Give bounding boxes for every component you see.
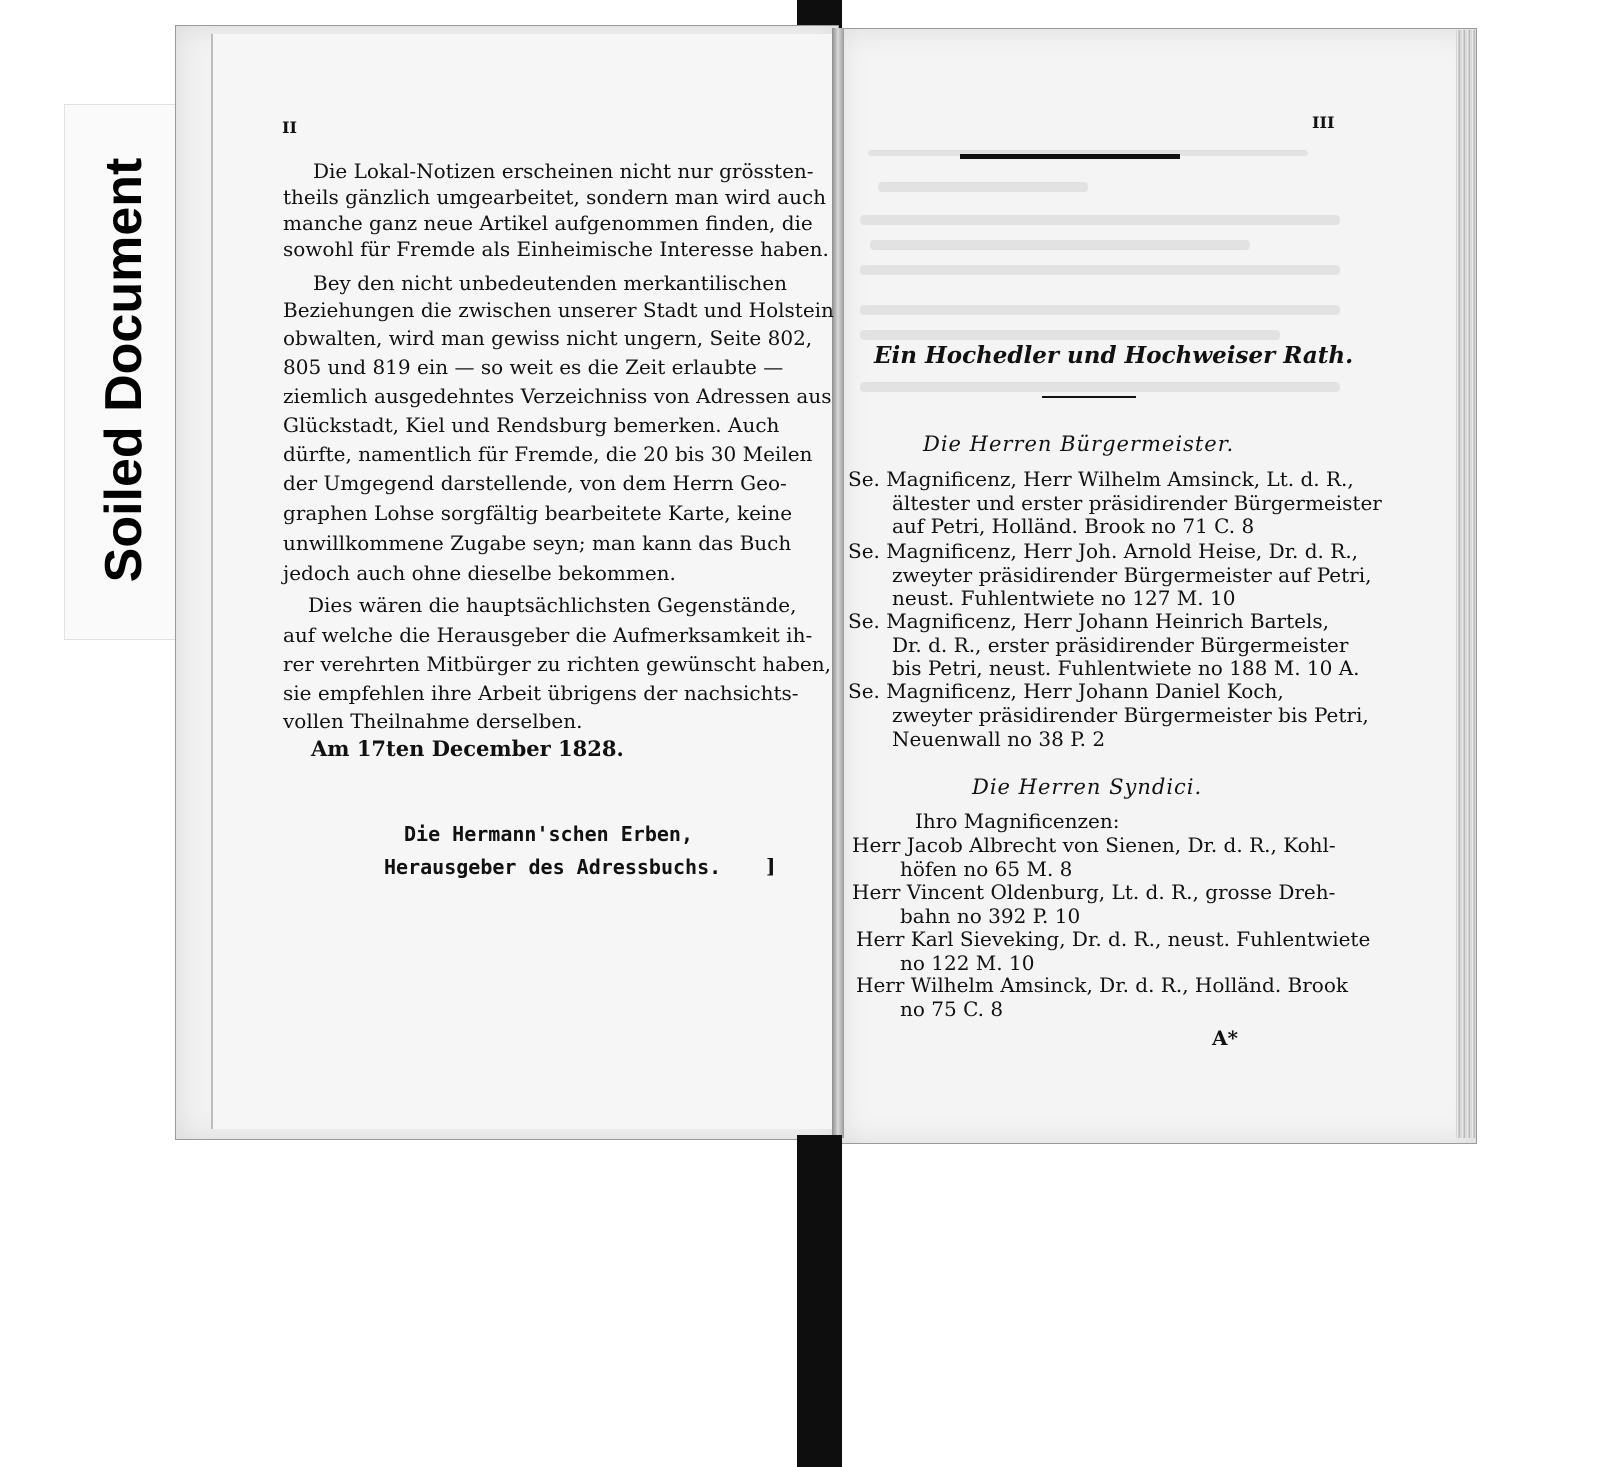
spine-top-bar	[797, 0, 842, 28]
entry-line: Neuenwall no 38 P. 2	[892, 727, 1106, 751]
text-line: graphen Lohse sorgfältig bearbeitete Karte, keine	[283, 501, 793, 525]
entry-line: no 122 M. 10	[900, 951, 1035, 975]
entry-line: Se. Magnificenz, Herr Johann Daniel Koch,	[848, 679, 1284, 703]
text-line: 805 und 819 ein — so weit es die Zeit erlaubte —	[283, 355, 784, 379]
page-number-left: II	[282, 118, 297, 137]
entry-line: bis Petri, neust. Fuhlentwiete no 188 M. 10 A.	[892, 656, 1360, 680]
bleed-through-mark	[878, 182, 1088, 192]
section-heading-syndici: Die Herren Syndici.	[972, 775, 1203, 799]
bleed-through-mark	[860, 330, 1280, 340]
entry-line: ältester und erster präsidirender Bürgermeister	[892, 491, 1382, 515]
signature-line-1: Die Hermann'schen Erben,	[404, 822, 693, 846]
bracket-mark: ]	[766, 854, 776, 878]
date-line: Am 17ten December 1828.	[311, 736, 624, 761]
text-line: dürfte, namentlich für Fremde, die 20 bis 30 Meilen	[283, 442, 813, 466]
bleed-through-mark	[860, 215, 1340, 225]
signature-mark: A*	[1212, 1026, 1238, 1050]
entry-line: Herr Jacob Albrecht von Sienen, Dr. d. R., Kohl-	[852, 833, 1336, 857]
decorative-rule	[960, 154, 1180, 159]
entry-line: Herr Vincent Oldenburg, Lt. d. R., grosse Dreh-	[852, 880, 1336, 904]
entry-line: zweyter präsidirender Bürgermeister auf Petri,	[892, 563, 1372, 587]
entry-line: bahn no 392 P. 10	[900, 904, 1081, 928]
text-line: theils gänzlich umgearbeitet, sondern man wird auch	[283, 185, 827, 209]
bleed-through-mark	[860, 382, 1340, 392]
signature-line-2: Herausgeber des Adressbuchs.	[384, 855, 722, 879]
bleed-through-mark	[860, 305, 1340, 315]
text-line: obwalten, wird man gewiss nicht ungern, Seite 802,	[283, 326, 813, 350]
entry-line: Herr Karl Sieveking, Dr. d. R., neust. Fuhlentwiete	[856, 927, 1371, 951]
page-title: Ein Hochedler und Hochweiser Rath.	[874, 342, 1354, 369]
text-line: rer verehrten Mitbürger zu richten gewünscht haben,	[283, 652, 831, 676]
entry-line: Herr Wilhelm Amsinck, Dr. d. R., Holländ. Brook	[856, 973, 1348, 997]
text-line: Glückstadt, Kiel und Rendsburg bemerken. Auch	[283, 413, 780, 437]
text-line: unwillkommene Zugabe seyn; man kann das Buch	[283, 531, 792, 555]
text-line: der Umgegend darstellende, von dem Herrn Geo-	[283, 471, 787, 495]
entry-line: Se. Magnificenz, Herr Wilhelm Amsinck, Lt. d. R.,	[848, 467, 1354, 491]
section-heading-buergermeister: Die Herren Bürgermeister.	[923, 432, 1235, 456]
bleed-through-mark	[870, 240, 1250, 250]
entry-line: Dr. d. R., erster präsidirender Bürgermeister	[892, 633, 1349, 657]
text-line: vollen Theilnahme derselben.	[283, 709, 583, 733]
text-line: jedoch auch ohne dieselbe bekommen.	[283, 561, 676, 585]
text-line: Die Lokal-Notizen erscheinen nicht nur grössten-	[313, 159, 814, 183]
entry-line: zweyter präsidirender Bürgermeister bis Petri,	[892, 703, 1369, 727]
entry-line: no 75 C. 8	[900, 997, 1004, 1021]
entry-line: Se. Magnificenz, Herr Joh. Arnold Heise, Dr. d. R.,	[848, 539, 1359, 563]
title-rule	[1042, 396, 1136, 398]
entry-line: Se. Magnificenz, Herr Johann Heinrich Bartels,	[848, 609, 1330, 633]
page-number-right: III	[1312, 113, 1335, 132]
soiled-document-label: Soiled Document	[95, 157, 153, 583]
entry-line: höfen no 65 M. 8	[900, 857, 1073, 881]
bleed-through-mark	[860, 265, 1340, 275]
entry-line: auf Petri, Holländ. Brook no 71 C. 8	[892, 514, 1255, 538]
text-line: auf welche die Herausgeber die Aufmerksamkeit ih-	[283, 623, 813, 647]
text-line: manche ganz neue Artikel aufgenommen finden, die	[283, 211, 813, 235]
text-line: Dies wären die hauptsächlichsten Gegenstände,	[308, 593, 797, 617]
spine-bottom-bar	[797, 1135, 842, 1467]
syndici-intro: Ihro Magnificenzen:	[915, 809, 1120, 833]
text-line: Beziehungen die zwischen unserer Stadt und Holstein	[283, 298, 834, 322]
text-line: Bey den nicht unbedeutenden merkantilischen	[313, 271, 787, 295]
page-edge	[1456, 30, 1476, 1138]
entry-line: neust. Fuhlentwiete no 127 M. 10	[892, 586, 1236, 610]
text-line: sie empfehlen ihre Arbeit übrigens der nachsichts-	[283, 681, 799, 705]
book-gutter	[832, 28, 844, 1138]
text-line: ziemlich ausgedehntes Verzeichniss von Adressen aus	[283, 384, 832, 408]
text-line: sowohl für Fremde als Einheimische Interesse haben.	[283, 237, 829, 261]
